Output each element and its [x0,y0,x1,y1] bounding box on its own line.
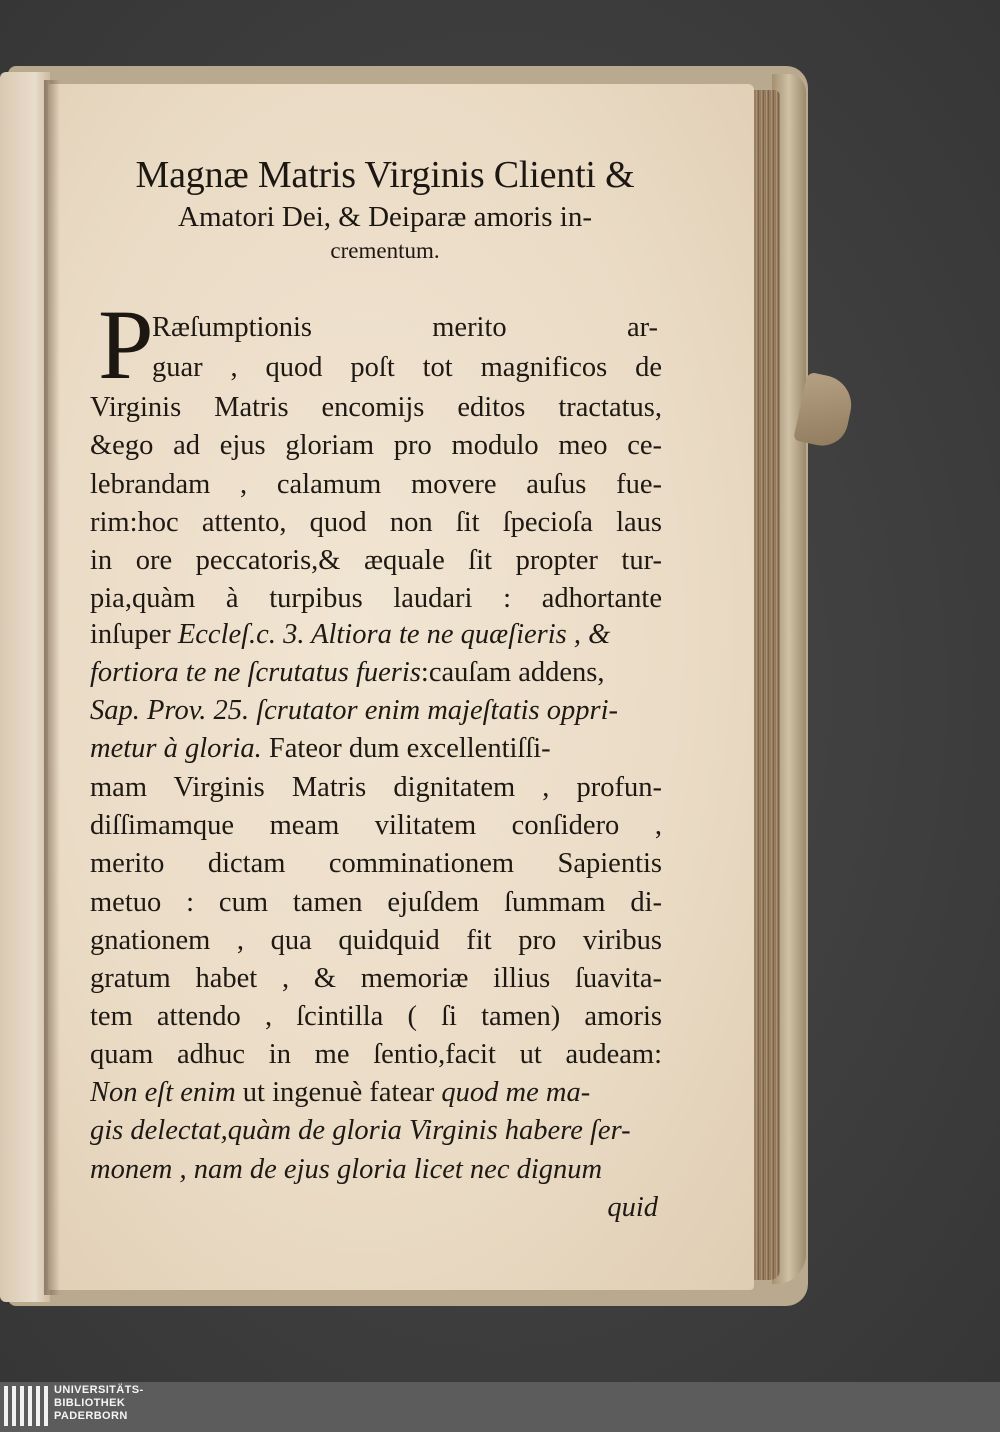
text-line-12 [90,731,662,767]
page-title [60,152,710,267]
text-line-16: metuo : cum tamen ejuſdem ſummam di- [90,887,662,918]
text-line-19: tem attendo , ſcintilla ( ſi tamen) amoris [90,1001,662,1032]
text-line-10-a: fortiora te ne ſcrutatus fueris [90,657,421,688]
text-line-7: in ore peccatoris,& æquale ſit propter tur- [90,545,662,576]
text-line-3: Virginis Matris encomijs editos tractatus, [90,392,662,423]
text-line-14: diſſimamque meam vilitatem conſidero , [90,810,662,841]
text-line-22 [90,1113,662,1149]
library-name-line-2: BIBLIOTHEK [54,1397,126,1409]
library-name-line-1: UNIVERSITÄTS- [54,1384,144,1396]
text-line-5: lebrandam , calamum movere auſus fue- [90,469,662,500]
text-line-9 [90,617,662,653]
text-line-1: Ræſumptionis merito ar- [152,312,658,343]
text-line-21 [90,1075,662,1111]
text-line-9-b: Eccleſ.c. 3. Altiora te ne quæſieris , & [177,619,611,650]
text-line-12-b: Fateor dum excellentiſſi- [261,733,551,764]
library-name [54,1384,194,1423]
text-line-9-a: inſuper [90,619,178,650]
text-line-2: guar , quod poſt tot magnificos de [152,352,662,383]
text-line-13: mam Virginis Matris dignitatem , profun- [90,772,662,803]
catchword: quid [607,1192,658,1223]
text-line-11-text: Sap. Prov. 25. ſcrutator enim majeſtatis oppri- [90,695,619,726]
library-name-line-3: PADERBORN [54,1410,128,1422]
spine-shadow [44,80,60,1295]
text-line-22-text: gis delectat,quàm de gloria Virginis habere ſer- [90,1115,631,1146]
title-line-2: Amatori Dei, & Deiparæ amoris in- [178,201,592,233]
text-line-11 [90,693,662,729]
text-line-12-a: metur à gloria. [90,733,262,764]
text-line-23-text: monem , nam de ejus gloria licet nec dignum [90,1154,603,1185]
text-line-4: &ego ad ejus gloriam pro modulo meo ce- [90,430,662,461]
text-line-8: pia,quàm à turpibus laudari : adhortante [90,583,662,614]
text-line-23 [90,1152,662,1188]
drop-cap: P [98,289,154,400]
text-line-21-c: quod me ma- [441,1077,591,1108]
library-logo-icon [4,1386,48,1426]
title-line-3: crementum. [330,238,440,263]
text-line-15: merito dictam comminationem Sapientis [90,848,662,879]
text-line-18: gratum habet , & memoriæ illius ſuavita- [90,963,662,994]
facing-page-edge [0,72,50,1302]
text-line-21-a: Non eſt enim [90,1077,236,1108]
text-line-21-b: ut ingenuè fatear [235,1077,442,1108]
text-line-20: quam adhuc in me ſentio,facit ut audeam: [90,1039,662,1070]
text-line-6: rim:hoc attento, quod non ſit ſpecioſa laus [90,507,662,538]
title-line-1: Magnæ Matris Virginis Clienti & [135,154,635,196]
text-line-10 [90,655,662,691]
text-line-10-b: :cauſam addens, [420,657,605,688]
text-line-17: gnationem , qua quidquid fit pro viribus [90,925,662,956]
